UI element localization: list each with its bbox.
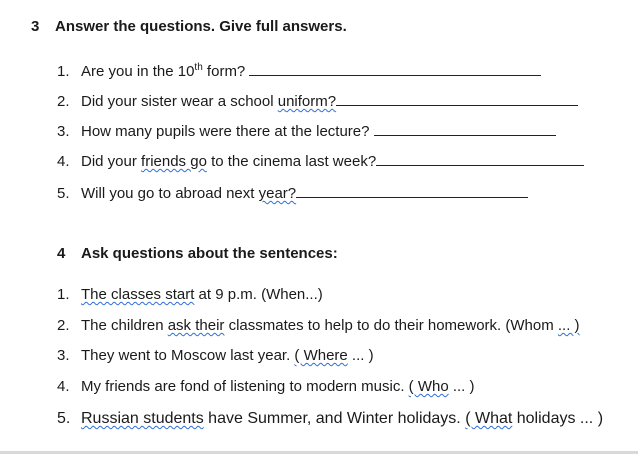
sentence-number: 3. bbox=[57, 347, 70, 364]
answer-line[interactable] bbox=[336, 91, 578, 106]
sentence-number: 4. bbox=[57, 378, 70, 395]
sentence-5: 5. Russian students have Summer, and Winter holidays. ( What holidays ... ) bbox=[57, 410, 604, 427]
section-4-title bbox=[57, 245, 338, 262]
question-5: 5. Will you go to abroad next year? bbox=[57, 183, 528, 203]
answer-line[interactable] bbox=[249, 61, 541, 76]
section-4-heading: Ask questions about the sentences: bbox=[81, 245, 338, 262]
sentence-3: 3. They went to Moscow last year. ( Where ... ) bbox=[57, 347, 374, 364]
section-3-title bbox=[31, 18, 347, 35]
question-number: 4. bbox=[57, 153, 70, 170]
question-3: 3. How many pupils were there at the lecture? bbox=[57, 121, 556, 141]
answer-line[interactable] bbox=[374, 121, 556, 136]
section-3-number: 3 bbox=[31, 18, 40, 35]
section-3-heading: Answer the questions. Give full answers. bbox=[55, 18, 347, 35]
question-number: 2. bbox=[57, 93, 70, 110]
answer-line[interactable] bbox=[296, 183, 528, 198]
sentence-number: 1. bbox=[57, 286, 70, 303]
question-number: 5. bbox=[57, 185, 70, 202]
question-4: 4. Did your friends go to the cinema last week? bbox=[57, 151, 584, 171]
sentence-4: 4. My friends are fond of listening to modern music. ( Who ... ) bbox=[57, 378, 475, 395]
question-number: 1. bbox=[57, 63, 70, 80]
question-1: 1. Are you in the 10th form? bbox=[57, 61, 541, 81]
section-4-number: 4 bbox=[57, 245, 66, 262]
sentence-1: 1. The classes start at 9 p.m. (When...) bbox=[57, 286, 323, 303]
answer-line[interactable] bbox=[376, 151, 584, 166]
sentence-number: 2. bbox=[57, 317, 70, 334]
sentence-2: 2. The children ask their classmates to help to do their homework. (Whom ... ) bbox=[57, 317, 580, 334]
question-2: 2. Did your sister wear a school uniform? bbox=[57, 91, 578, 111]
sentence-number: 5. bbox=[57, 410, 71, 427]
question-number: 3. bbox=[57, 123, 70, 140]
